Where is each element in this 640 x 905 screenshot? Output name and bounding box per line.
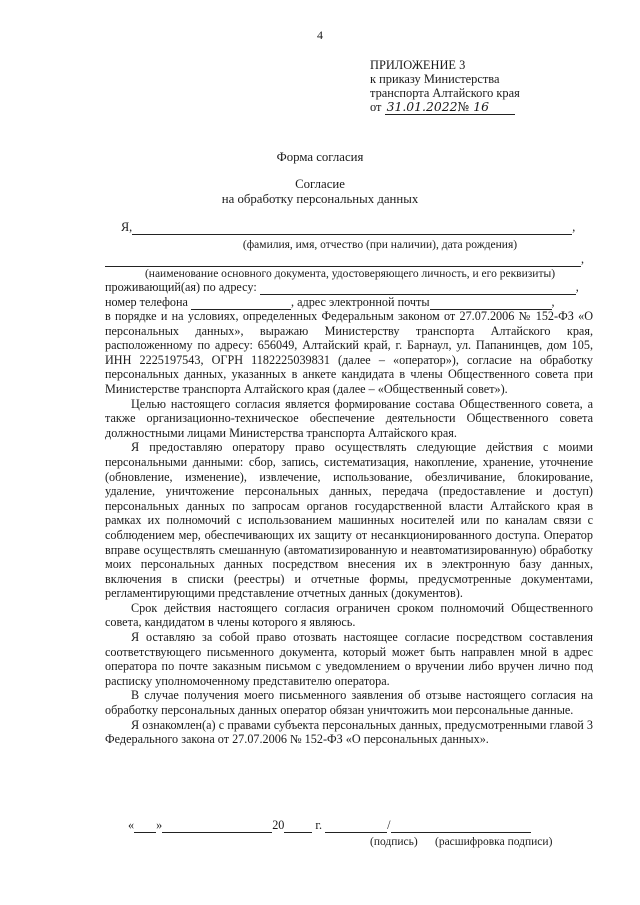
paragraph: Я оставляю за собой право отозвать настоящее согласие посредством составления соответствующего письменного документа, который может быть направлен мной в адрес оператора по почте заказным письмом с уведомлением о вручении либо вручен лично под расписку уполномоченному представителю оператора. bbox=[105, 630, 593, 688]
paragraph: В случае получения моего письменного заявления об отзыве настоящего согласия на обработку персональных данных оператор обязан уничтожить мои персональные данные. bbox=[105, 688, 593, 718]
year-field[interactable] bbox=[284, 820, 312, 833]
appendix-line: транспорта Алтайского края bbox=[370, 86, 520, 100]
paragraph: в порядке и на условиях, определенных Федеральным законом от 27.07.2006 № 152-ФЗ «О персональных данных», выражаю Министерству транспорта Алтайского края, расположенному по адресу: 656049, Алтайский край, г. Барнаул, ул. Папанинцев, дом 105, ИНН 2225197543, ОГРН 1182225039831 (далее – «оператор»), согласие на обработку персональных данных, указанных в анкете кандидата в члены Общественного совета при Министерстве транспорта Алтайского края (далее – «Общественный совет»). bbox=[105, 309, 593, 396]
document-field[interactable] bbox=[105, 253, 581, 267]
appendix-date: 31.01.2022№ 16 bbox=[385, 100, 515, 115]
month-field[interactable] bbox=[162, 820, 272, 833]
signature-decode-hint: (расшифровка подписи) bbox=[435, 836, 553, 848]
signature-field[interactable] bbox=[325, 820, 387, 833]
signature-row: « » 20 г. / bbox=[128, 818, 598, 833]
appendix-title: ПРИЛОЖЕНИЕ 3 bbox=[370, 58, 466, 72]
address-field[interactable] bbox=[260, 281, 576, 295]
appendix-line: к приказу Министерства bbox=[370, 72, 500, 86]
paragraph: Я предоставляю оператору право осуществлять следующие действия с моими персональными данными: сбор, запись, систематизация, накопление, хранение, уточнение (обновление, изменение), извлечение, использование, обезличивание, блокирование, удаление, уничтожение персональных данных, передача (предоставление и доступ) персональных данных по запросам органов государственной власти Алтайского края в рамках их полномочий с использованием машинных носителей или по каналам связи с соблюдением мер, обеспечивающих их защиту от несанкционированного доступа. Оператор вправе осуществлять смешанную (автоматизированную и неавтоматизированную) обработку моих персональных данных посредством внесения их в электронную базу данных, включения в списки (реестры) и отчетные формы, предусмотренные документами, регламентирующими представление отчетных данных (документов). bbox=[105, 440, 593, 601]
consent-body bbox=[105, 309, 593, 747]
appendix-block bbox=[370, 58, 590, 115]
paragraph: Я ознакомлен(а) с правами субъекта персональных данных, предусмотренными главой 3 Федерального закона от 27.07.2006 № 152-ФЗ «О персональных данных». bbox=[105, 717, 593, 747]
signature-decode-field[interactable] bbox=[391, 820, 531, 833]
name-field-hint: (фамилия, имя, отчество (при наличии), дата рождения) bbox=[242, 239, 518, 251]
paragraph: Целью настоящего согласия является формирование состава Общественного совета, а также организационно-техническое обеспечение деятельности Общественного совета должностными лицами Министерства транспорта Алтайского края. bbox=[105, 396, 593, 440]
contact-field-row: номер телефона , адрес электронной почты , bbox=[105, 295, 555, 309]
form-title: Форма согласия bbox=[276, 150, 364, 164]
consent-title: Согласие на обработку персональных данных bbox=[221, 177, 419, 206]
appendix-date-line: от 31.01.2022№ 16 bbox=[370, 100, 590, 115]
name-field[interactable] bbox=[132, 221, 572, 235]
document-field-row: , bbox=[105, 252, 595, 267]
signature-hints bbox=[370, 836, 600, 848]
paragraph: Срок действия настоящего согласия ограничен сроком полномочий Общественного совета, кандидатом в члены которого я являюсь. bbox=[105, 600, 593, 630]
address-field-row: проживающий(ая) по адресу: , bbox=[105, 280, 579, 294]
signature-hint: (подпись) bbox=[370, 836, 418, 848]
document-field-hint: (наименование основного документа, удостоверяющего личность, и его реквизиты) bbox=[144, 268, 556, 280]
phone-field[interactable] bbox=[191, 296, 291, 310]
email-field[interactable] bbox=[430, 296, 552, 310]
name-field-row: Я, , bbox=[121, 220, 576, 234]
page-number: 4 bbox=[317, 28, 323, 42]
day-field[interactable] bbox=[134, 820, 156, 833]
appendix-number: 16 bbox=[473, 99, 489, 114]
